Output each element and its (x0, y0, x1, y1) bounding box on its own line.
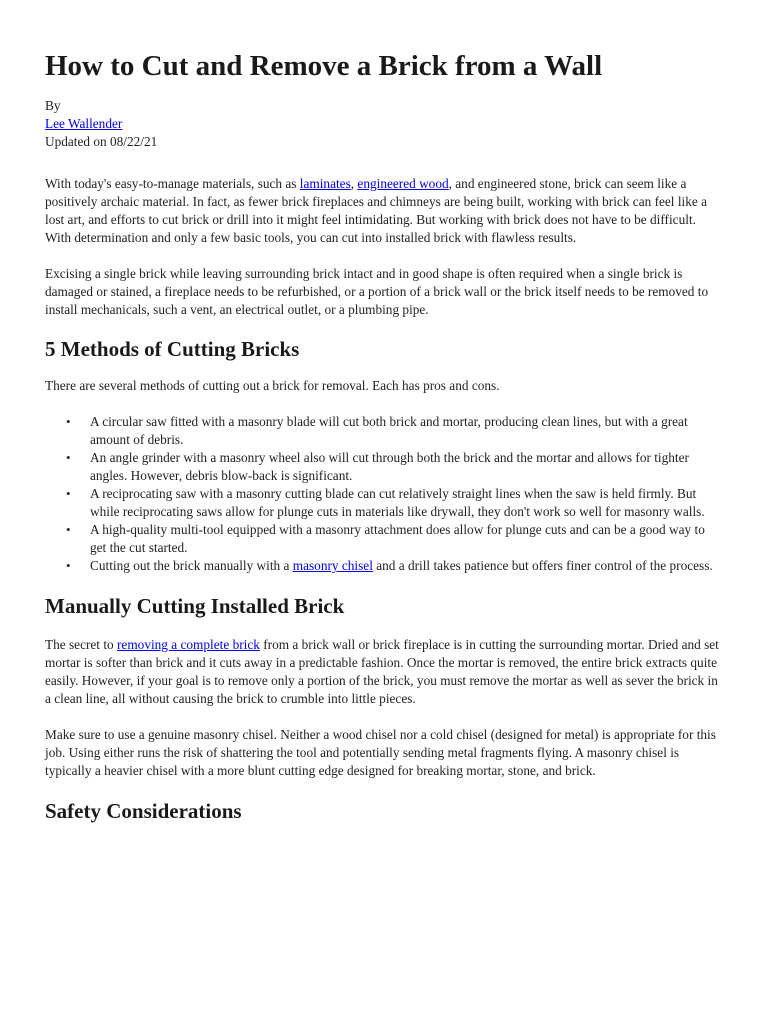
manual-paragraph-1 (45, 636, 723, 708)
list-item: • A reciprocating saw with a masonry cutting blade can cut relatively straight lines when the saw is held firmly. But while reciprocating saws allow for plunge cuts in materials like drywall, they don't work so well for masonry walls. (90, 485, 723, 521)
methods-list (45, 413, 723, 575)
safety-heading: Safety Considerations (45, 799, 242, 823)
intro-text-1: With today's easy-to-manage materials, such as (45, 176, 300, 191)
manual-text-1: The secret to (45, 637, 117, 652)
laminates-link[interactable]: laminates (299, 176, 351, 191)
manual-text-2: from a brick wall or brick fireplace is in cutting the surrounding mortar. Dried and set mortar is softer than brick and it cuts away in a predictable fashion. Once the mortar is removed, the entire brick extracts quite easily. However, if your goal is to remove only a portion of the brick, you must remove the mortar as well as sever the brick in a clean line, all without causing the brick to crumble into little pieces. (45, 637, 719, 706)
manual-heading: Manually Cutting Installed Brick (45, 594, 345, 618)
list-item-text-2: and a drill takes patience but offers finer control of the process. (372, 558, 713, 573)
intro-separator: , (350, 176, 358, 191)
list-item: • A high-quality multi-tool equipped with a masonry attachment does allow for plunge cuts and can be a good way to get the cut started. (90, 521, 723, 557)
intro-text-2: , and engineered stone, brick can seem like a positively archaic material. In fact, as fewer brick fireplaces and chimneys are being built, working with brick can feel like a lost art, and efforts to cut brick or drill into it might feel intimidating. But working with brick does not have to be difficult. With determination and only a few basic tools, you can cut into installed brick with flawless results. (45, 176, 707, 245)
removing-brick-link[interactable]: removing a complete brick (117, 637, 260, 652)
list-item (90, 557, 723, 575)
list-item: • An angle grinder with a masonry wheel also will cut through both the brick and the mortar and allows for tighter angles. However, debris blow-back is significant. (90, 449, 723, 485)
manual-paragraph-2: Make sure to use a genuine masonry chisel. Neither a wood chisel nor a cold chisel (designed for metal) is appropriate for this job. Using either runs the risk of shattering the tool and potentially sending metal fragments flying. A masonry chisel is typically a heavier chisel with a more blunt cutting edge designed for breaking mortar, stone, and brick. (45, 727, 716, 778)
masonry-chisel-link[interactable]: masonry chisel (292, 558, 373, 573)
list-item: • A circular saw fitted with a masonry blade will cut both brick and mortar, producing clean lines, but with a great amount of debris. (90, 413, 723, 449)
byline (45, 97, 723, 151)
excising-paragraph: Excising a single brick while leaving surrounding brick intact and in good shape is often required when a single brick is damaged or stained, a fireplace needs to be refurbished, or a portion of a brick wall or the brick itself needs to be removed to install mechanicals, such a vent, an electrical outlet, or a plumbing pipe. (45, 266, 709, 317)
author-link[interactable]: Lee Wallender (45, 116, 123, 131)
byline-author-row (45, 115, 723, 133)
methods-intro: There are several methods of cutting out a brick for removal. Each has pros and cons. (45, 378, 500, 393)
methods-heading: 5 Methods of Cutting Bricks (45, 337, 300, 361)
engineered-wood-link[interactable]: engineered wood (357, 176, 449, 191)
byline-by-label: By (45, 98, 61, 113)
article-title: How to Cut and Remove a Brick from a Wall (45, 50, 603, 82)
updated-date: Updated on 08/22/21 (45, 134, 158, 149)
intro-paragraph (45, 175, 723, 247)
list-item-text-1: Cutting out the brick manually with a (90, 558, 293, 573)
